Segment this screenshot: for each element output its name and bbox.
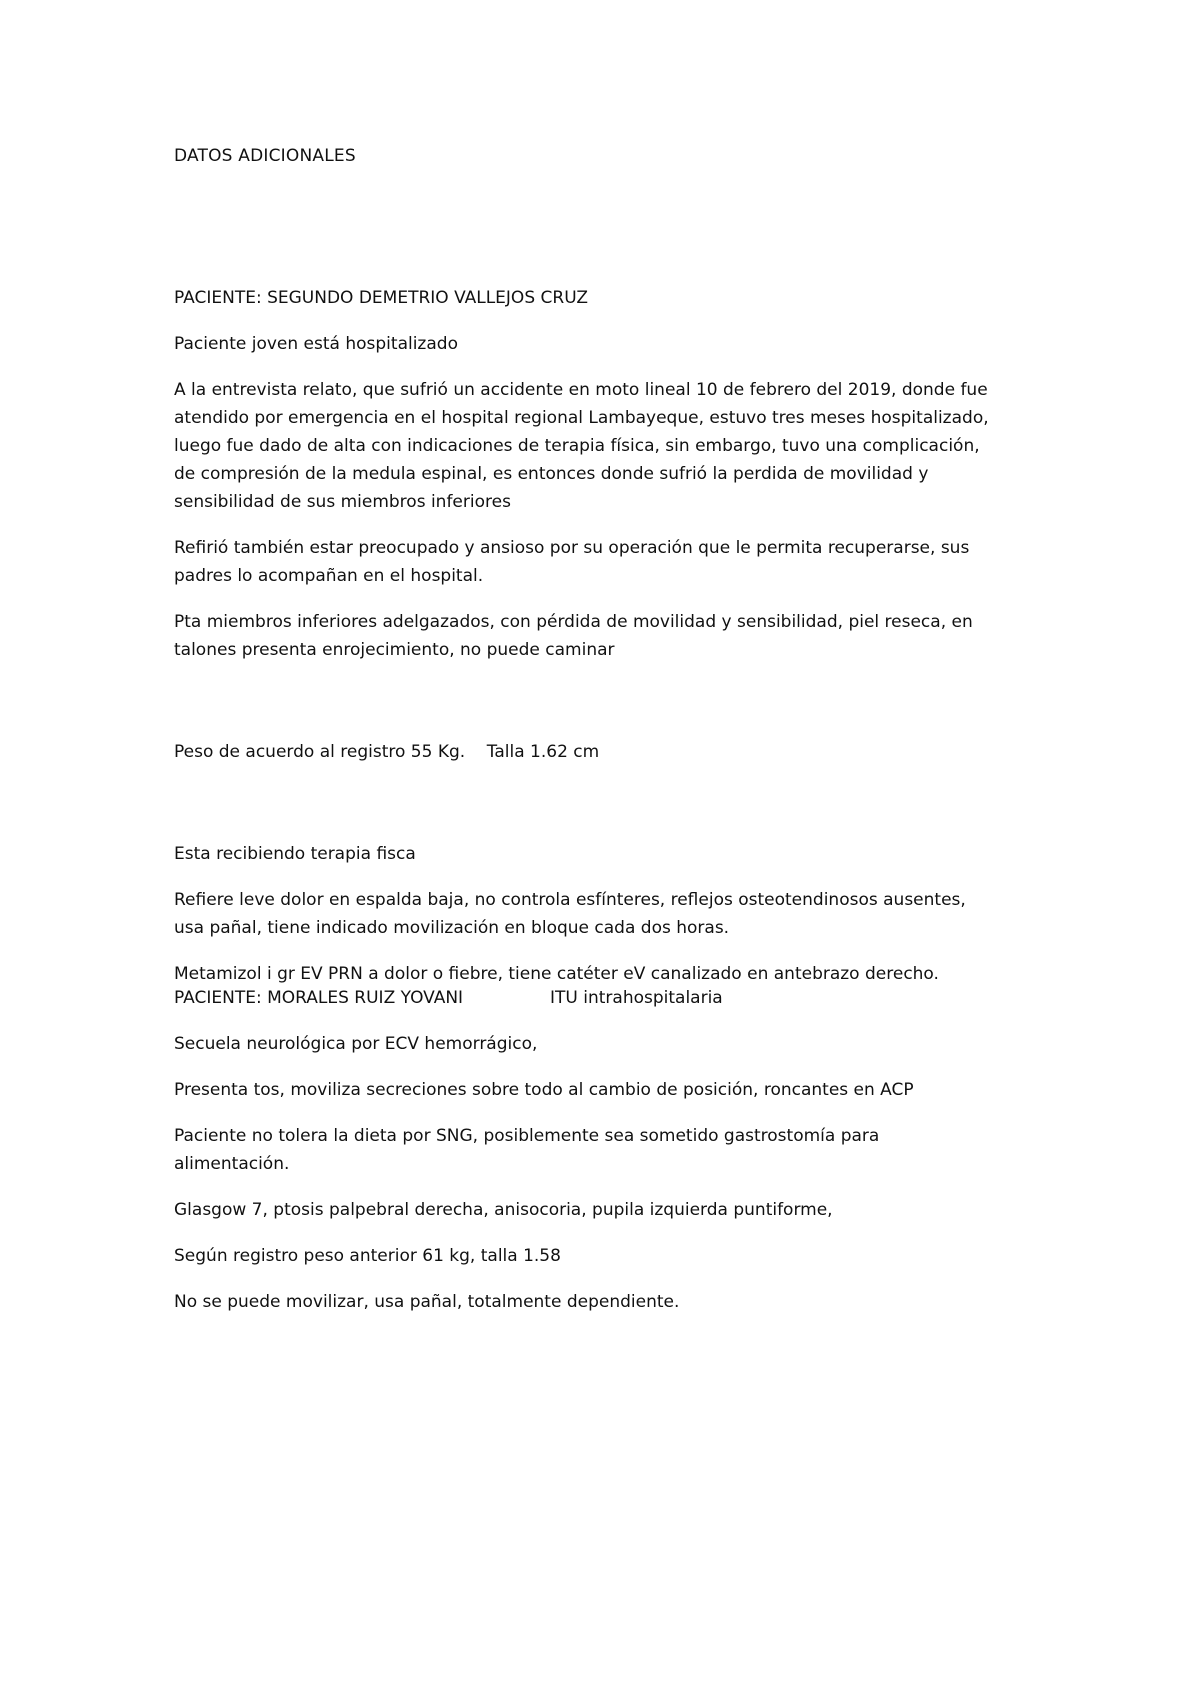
paragraph — [174, 1242, 1054, 1270]
document-page — [174, 0, 1054, 1698]
paragraph — [174, 330, 1054, 358]
text-line: A la entrevista relato, que sufrió un accidente en moto lineal 10 de febrero del 2019, donde fue — [174, 380, 988, 400]
paragraph — [174, 1076, 1054, 1104]
text-line: usa pañal, tiene indicado movilización en bloque cada dos horas. — [174, 918, 730, 938]
paragraph — [174, 1288, 1054, 1316]
paragraph — [174, 608, 1054, 664]
text-line: Glasgow 7, ptosis palpebral derecha, anisocoria, pupila izquierda puntiforme, — [174, 1200, 833, 1220]
text-line: Paciente no tolera la dieta por SNG, posiblemente sea sometido gastrostomía para — [174, 1126, 880, 1146]
patient-header-row — [174, 984, 1054, 1012]
text-line: sensibilidad de sus miembros inferiores — [174, 492, 511, 512]
text-line: Pta miembros inferiores adelgazados, con pérdida de movilidad y sensibilidad, piel reseca, en — [174, 612, 973, 632]
text-line: Metamizol i gr EV PRN a dolor o fiebre, tiene catéter eV canalizado en antebrazo derecho. — [174, 964, 939, 984]
text-line: alimentación. — [174, 1154, 290, 1174]
text-line: No se puede movilizar, usa pañal, totalmente dependiente. — [174, 1292, 680, 1312]
text-line: talones presenta enrojecimiento, no puede caminar — [174, 640, 615, 660]
text-line: luego fue dado de alta con indicaciones de terapia física, sin embargo, tuvo una complicación, — [174, 436, 980, 456]
paragraph — [174, 376, 1054, 516]
patient-header: PACIENTE: SEGUNDO DEMETRIO VALLEJOS CRUZ — [174, 288, 588, 308]
paragraph — [174, 682, 1054, 822]
text-line: Secuela neurológica por ECV hemorrágico, — [174, 1034, 538, 1054]
paragraph — [174, 886, 1054, 942]
patient-section-2 — [174, 984, 1054, 1334]
paragraph — [174, 534, 1054, 590]
text-line: Peso de acuerdo al registro 55 Kg. Talla 1.62 cm — [174, 742, 600, 762]
paragraph — [174, 840, 1054, 868]
paragraph — [174, 1196, 1054, 1224]
patient-section-1 — [174, 284, 1054, 1006]
text-line: Paciente joven está hospitalizado — [174, 334, 458, 354]
document-title: DATOS ADICIONALES — [174, 146, 356, 166]
text-line: Según registro peso anterior 61 kg, talla 1.58 — [174, 1246, 561, 1266]
text-line: de compresión de la medula espinal, es entonces donde sufrió la perdida de movilidad y — [174, 464, 929, 484]
text-line: padres lo acompañan en el hospital. — [174, 566, 484, 586]
text-line: Refiere leve dolor en espalda baja, no controla esfínteres, reflejos osteotendinosos ausentes, — [174, 890, 966, 910]
patient-header: PACIENTE: MORALES RUIZ YOVANI — [174, 988, 464, 1008]
text-line: Refirió también estar preocupado y ansioso por su operación que le permita recuperarse, sus — [174, 538, 970, 558]
text-line: Presenta tos, moviliza secreciones sobre todo al cambio de posición, roncantes en ACP — [174, 1080, 914, 1100]
diagnosis-label: ITU intrahospitalaria — [550, 988, 723, 1008]
paragraph — [174, 1122, 1054, 1178]
text-line: Esta recibiendo terapia fisca — [174, 844, 416, 864]
paragraph — [174, 1030, 1054, 1058]
text-line: atendido por emergencia en el hospital regional Lambayeque, estuvo tres meses hospitalizado, — [174, 408, 989, 428]
